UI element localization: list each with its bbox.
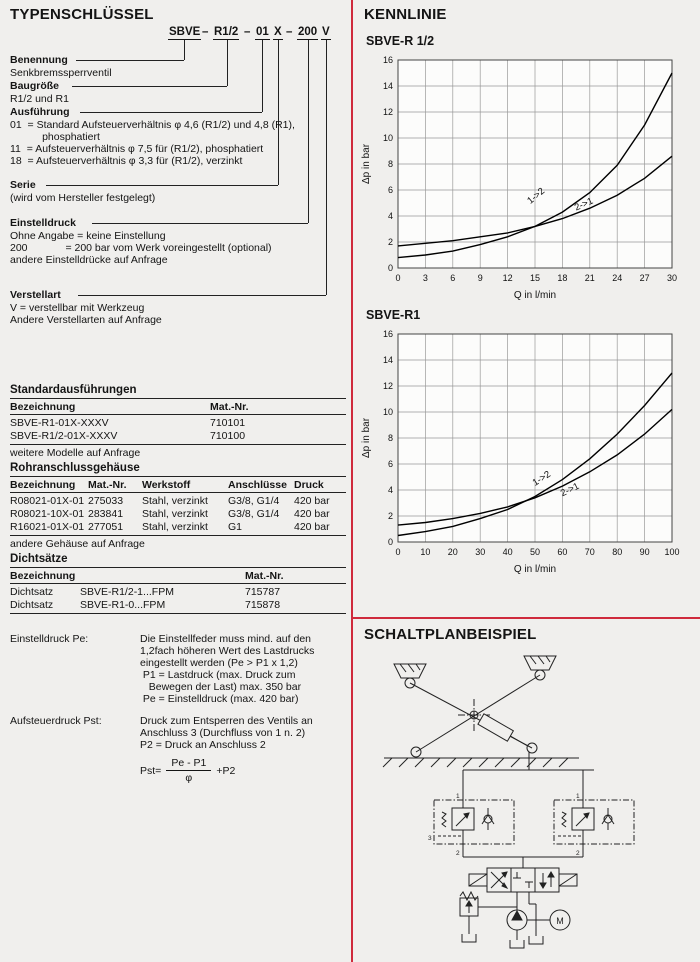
connector-line	[184, 40, 185, 60]
svg-text:6: 6	[387, 459, 393, 469]
connector-line	[262, 40, 263, 112]
table-cell: SBVE-R1/2-01X-XXXV	[10, 430, 118, 442]
svg-text:12: 12	[382, 381, 393, 391]
svg-text:10: 10	[420, 547, 431, 557]
table-cell: Dichtsatz	[10, 599, 54, 611]
connector-line	[278, 40, 279, 185]
svg-text:1->2: 1->2	[525, 185, 548, 207]
section-heading-baugroesse: Baugröße	[10, 80, 60, 92]
connector-line	[326, 40, 327, 295]
table-rule	[10, 535, 346, 536]
pst-formula	[140, 757, 235, 784]
pump-icon	[507, 904, 527, 948]
section-text: 01 = Standard Aufsteuerverhältnis φ 4,6 (R1/2) und 4,8 (R1),	[10, 119, 295, 131]
pe-text: P1 = Lastdruck (max. Druck zum	[140, 669, 296, 681]
svg-text:4: 4	[387, 485, 393, 495]
svg-text:14: 14	[382, 81, 393, 91]
formula-rhs: +P2	[216, 764, 236, 777]
section-text: Andere Verstellarten auf Anfrage	[10, 314, 162, 326]
table-cell: R08021-01X-01	[10, 495, 85, 507]
table-cell: 710101	[210, 417, 246, 429]
code-segment-ausfuehrung: 01	[256, 26, 269, 38]
table-header-cell: Druck	[294, 479, 324, 491]
scissor-lift-sketch	[383, 656, 579, 767]
counterbalance-valve-left	[434, 800, 514, 844]
table-header-cell: Mat.-Nr.	[88, 479, 127, 491]
svg-text:2: 2	[387, 237, 393, 247]
table-cell: SBVE-R1/2-1...FPM	[80, 586, 174, 598]
svg-text:2->1: 2->1	[572, 195, 595, 214]
svg-text:30: 30	[666, 273, 678, 283]
svg-text:0: 0	[387, 537, 393, 547]
svg-text:60: 60	[557, 547, 568, 557]
code-segment-serie: X	[274, 26, 282, 38]
table-cell: 715878	[245, 599, 281, 611]
table-cell: 420 bar	[294, 521, 330, 533]
table-cell: G1	[228, 521, 243, 533]
svg-text:16: 16	[382, 329, 393, 339]
connector-line	[227, 40, 228, 86]
formula-fraction	[166, 757, 211, 784]
code-dash: –	[202, 26, 209, 38]
pe-text: eingestellt werden (Pe > P1 x 1,2)	[140, 657, 298, 669]
svg-text:40: 40	[502, 547, 513, 557]
svg-text:14: 14	[382, 355, 393, 365]
svg-text:70: 70	[584, 547, 595, 557]
table-note: weitere Modelle auf Anfrage	[10, 447, 141, 459]
connector-line	[92, 223, 308, 224]
pst-label: Aufsteuerdruck Pst:	[10, 715, 102, 727]
section-heading-einstelldruck: Einstelldruck	[10, 217, 76, 229]
table-cell: 420 bar	[294, 495, 330, 507]
line-chart	[358, 52, 688, 304]
connector-line	[80, 112, 262, 113]
table-cell: 420 bar	[294, 508, 330, 520]
svg-text:8: 8	[387, 433, 393, 443]
port-label: 2	[456, 850, 460, 857]
code-segment-baugroesse: R1/2	[214, 26, 239, 38]
connector-line	[72, 86, 227, 87]
svg-text:Q in l/min: Q in l/min	[513, 564, 557, 575]
svg-text:9: 9	[477, 273, 483, 283]
svg-text:Δp in bar: Δp in bar	[361, 417, 372, 459]
tank-icon	[529, 904, 543, 944]
table-cell: SBVE-R1-0...FPM	[80, 599, 166, 611]
svg-text:12: 12	[382, 107, 393, 117]
section-text: 18 = Aufsteuerverhältnis φ 3,3 für (R1/2), verzinkt	[10, 155, 243, 167]
svg-text:30: 30	[475, 547, 486, 557]
table-title-rohranschluss: Rohranschlussgehäuse	[10, 462, 140, 474]
table-note: andere Gehäuse auf Anfrage	[10, 538, 145, 550]
section-text: (wird vom Hersteller festgelegt)	[10, 192, 156, 204]
pe-text: Die Einstellfeder muss mind. auf den	[140, 633, 311, 645]
section-text: R1/2 und R1	[10, 93, 69, 105]
directional-valve	[469, 868, 577, 904]
horizontal-divider	[353, 617, 700, 619]
connector-line	[308, 40, 309, 223]
formula-denominator: φ	[185, 772, 193, 784]
table-cell: Stahl, verzinkt	[142, 521, 208, 533]
pst-text: Anschluss 3 (Durchfluss von 1 n. 2)	[140, 727, 306, 739]
svg-text:6: 6	[450, 273, 456, 283]
svg-text:27: 27	[639, 273, 650, 283]
formula-lhs: Pst=	[140, 764, 162, 777]
pst-text: Druck zum Entsperren des Ventils an	[140, 715, 313, 727]
svg-text:1->2: 1->2	[530, 468, 553, 489]
table-header-cell: Bezeichnung	[10, 401, 76, 413]
table-cell: 277051	[88, 521, 124, 533]
section-text: V = verstellbar mit Werkzeug	[10, 302, 145, 314]
port-label: 2	[576, 850, 580, 857]
svg-text:0: 0	[387, 263, 393, 273]
motor-label: M	[556, 916, 564, 926]
connector-line	[46, 185, 278, 186]
table-header-cell: Mat.-Nr.	[210, 401, 249, 413]
section-text: Senkbremssperrventil	[10, 67, 112, 79]
table-rule	[10, 414, 346, 415]
chart-title-sbve-r12: SBVE-R 1/2	[366, 34, 435, 48]
counterbalance-valve-right	[554, 800, 634, 844]
section-text: Ohne Angabe = keine Einstellung	[10, 230, 166, 242]
typenschluessel-title: TYPENSCHLÜSSEL	[10, 6, 154, 23]
pe-text: 1,2fach höheren Wert des Lastdrucks	[140, 645, 315, 657]
svg-text:50: 50	[529, 547, 541, 557]
port-label: 3	[428, 835, 432, 842]
svg-text:6: 6	[387, 185, 393, 195]
pe-text: Bewegen der Last) max. 350 bar	[140, 681, 302, 693]
svg-text:100: 100	[664, 547, 680, 557]
connector-line	[78, 295, 326, 296]
svg-text:21: 21	[584, 273, 595, 283]
table-header-cell: Werkstoff	[142, 479, 191, 491]
svg-text:Δp in bar: Δp in bar	[361, 143, 372, 185]
section-text: andere Einstelldrücke auf Anfrage	[10, 254, 168, 266]
chart-title-sbve-r1: SBVE-R1	[366, 308, 421, 322]
svg-text:8: 8	[387, 159, 393, 169]
svg-text:10: 10	[382, 407, 393, 417]
table-cell: 715787	[245, 586, 281, 598]
svg-text:2: 2	[387, 511, 393, 521]
svg-text:3: 3	[422, 273, 428, 283]
code-segment-einstelldruck: 200	[298, 26, 318, 38]
schaltplan-drawing	[364, 652, 690, 952]
table-cell: Stahl, verzinkt	[142, 495, 208, 507]
table-header-cell: Anschlüsse	[228, 479, 287, 491]
table-rule	[10, 476, 346, 477]
code-segment-verstellart: V	[322, 26, 330, 38]
svg-text:15: 15	[529, 273, 541, 283]
connector-line	[76, 60, 184, 61]
section-text: phosphatiert	[10, 131, 100, 143]
svg-text:90: 90	[639, 547, 650, 557]
schaltplan-title: SCHALTPLANBEISPIEL	[364, 626, 537, 643]
table-title-standard: Standardausführungen	[10, 384, 137, 396]
table-header-cell: Mat.-Nr.	[245, 570, 284, 582]
svg-text:2->1: 2->1	[558, 480, 582, 500]
table-cell: G3/8, G1/4	[228, 495, 280, 507]
table-header-cell: Bezeichnung	[10, 570, 76, 582]
code-segment-benennung: SBVE	[169, 26, 201, 38]
pst-text: P2 = Druck an Anschluss 2	[140, 739, 266, 751]
section-text: 200 = 200 bar vom Werk voreingestellt (optional)	[10, 242, 272, 254]
svg-text:80: 80	[612, 547, 623, 557]
line-chart	[358, 326, 688, 578]
svg-text:16: 16	[382, 55, 393, 65]
svg-text:Q in l/min: Q in l/min	[513, 290, 557, 301]
table-rule	[10, 613, 346, 614]
section-heading-ausfuehrung: Ausführung	[10, 106, 70, 118]
code-dash: –	[244, 26, 251, 38]
svg-text:12: 12	[502, 273, 513, 283]
svg-text:24: 24	[612, 273, 623, 283]
table-rule	[10, 444, 346, 445]
pressure-relief-valve	[460, 892, 517, 942]
code-dash: –	[286, 26, 293, 38]
table-cell: Dichtsatz	[10, 586, 54, 598]
svg-text:20: 20	[447, 547, 458, 557]
table-title-dichtsaetze: Dichtsätze	[10, 553, 68, 565]
svg-text:0: 0	[395, 273, 401, 283]
kennlinie-title: KENNLINIE	[364, 6, 447, 23]
table-rule	[10, 583, 346, 584]
table-cell: 710100	[210, 430, 246, 442]
port-label: 1	[456, 793, 460, 800]
vertical-divider	[351, 0, 353, 962]
pipe-lines	[463, 752, 594, 868]
section-heading-serie: Serie	[10, 179, 36, 191]
hydraulic-cylinder	[478, 714, 531, 751]
section-heading-benennung: Benennung	[10, 54, 68, 66]
formula-numerator: Pe - P1	[166, 757, 211, 771]
motor-icon	[527, 910, 570, 930]
svg-text:0: 0	[395, 547, 401, 557]
table-header-cell: Bezeichnung	[10, 479, 76, 491]
table-rule	[10, 567, 346, 568]
table-rule	[10, 492, 346, 493]
chart-sbve-r1	[358, 326, 688, 578]
svg-text:4: 4	[387, 211, 393, 221]
table-cell: 275033	[88, 495, 124, 507]
table-cell: R16021-01X-01	[10, 521, 85, 533]
table-cell: SBVE-R1-01X-XXXV	[10, 417, 109, 429]
table-rule	[10, 398, 346, 399]
port-label: 1	[576, 793, 580, 800]
table-cell: 283841	[88, 508, 124, 520]
chart-sbve-r12	[358, 52, 688, 304]
section-heading-verstellart: Verstellart	[10, 289, 61, 301]
svg-text:18: 18	[557, 273, 568, 283]
pe-label: Einstelldruck Pe:	[10, 633, 89, 645]
table-cell: G3/8, G1/4	[228, 508, 280, 520]
table-cell: Stahl, verzinkt	[142, 508, 208, 520]
table-cell: R08021-10X-01	[10, 508, 85, 520]
svg-text:10: 10	[382, 133, 393, 143]
pe-text: Pe = Einstelldruck (max. 420 bar)	[140, 693, 299, 705]
section-text: 11 = Aufsteuerverhältnis φ 7,5 für (R1/2), phosphatiert	[10, 143, 264, 155]
